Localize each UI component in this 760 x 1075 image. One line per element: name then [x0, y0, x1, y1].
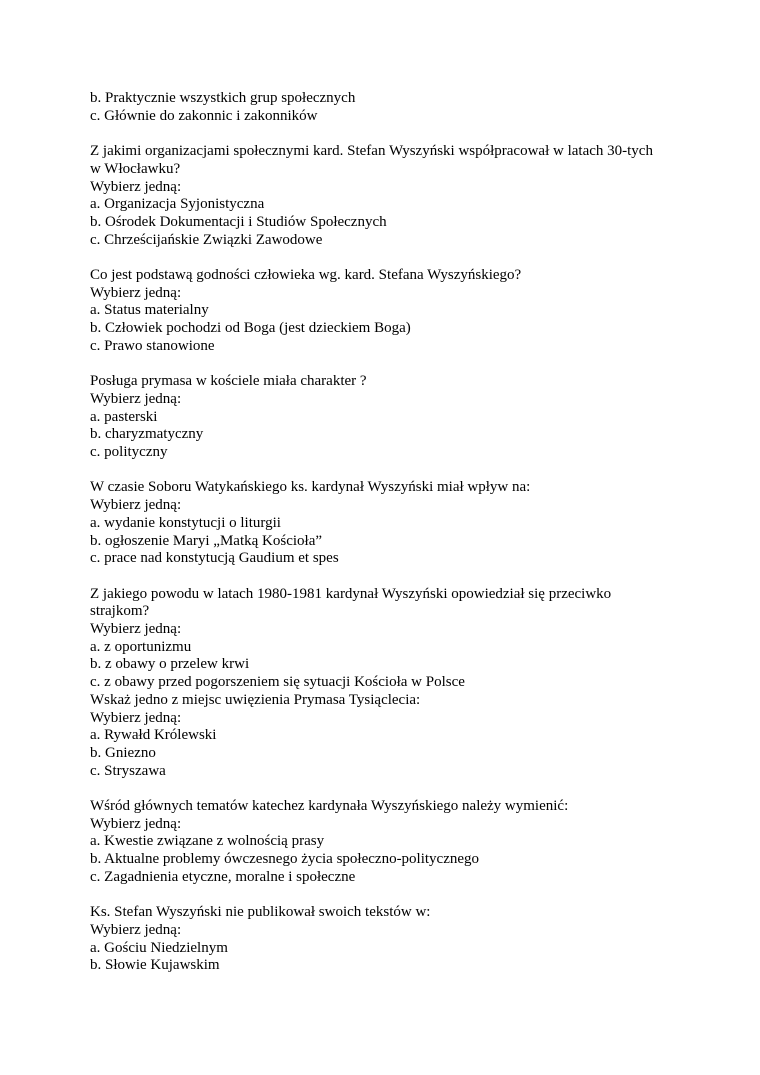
question-text: W czasie Soboru Watykańskiego ks. kardynał Wyszyński miał wpływ na: [90, 479, 531, 496]
option-text: b. z obawy o przelew krwi [90, 656, 250, 673]
question-block [90, 586, 690, 692]
option-text: b. charyzmatyczny [90, 426, 204, 443]
spacer [90, 887, 690, 905]
option-text: c. Prawo stanowione [90, 337, 215, 354]
question-text: Z jakimi organizacjami społecznymi kard. Stefan Wyszyński współpracował w latach 30-tych [90, 143, 653, 160]
option-text: c. Chrześcijańskie Związki Zawodowe [90, 231, 323, 248]
answer-prompt: Wybierz jedną: [90, 815, 182, 832]
option-text: a. pasterski [90, 408, 158, 425]
question-text: Z jakiego powodu w latach 1980-1981 kardynał Wyszyński opowiedział się przeciwko [90, 585, 612, 602]
spacer [90, 249, 690, 267]
spacer [90, 462, 690, 480]
option-text: b. Aktualne problemy ówczesnego życia społeczno-politycznego [90, 851, 480, 868]
option-text: a. wydanie konstytucji o liturgii [90, 514, 281, 531]
answer-prompt: Wybierz jedną: [90, 284, 182, 301]
answer-prompt: Wybierz jedną: [90, 621, 182, 638]
spacer [90, 356, 690, 374]
answer-prompt: Wybierz jedną: [90, 178, 182, 195]
question-block [90, 143, 690, 249]
question-text: Posługa prymasa w kościele miała charakter ? [90, 373, 367, 390]
spacer [90, 568, 690, 586]
question-block [90, 904, 690, 975]
option-text: c. Głównie do zakonnic i zakonników [90, 107, 318, 124]
question-text-continued: w Włocławku? [90, 160, 181, 177]
answer-prompt: Wybierz jedną: [90, 921, 182, 938]
option-text: b. Słowie Kujawskim [90, 957, 220, 974]
option-text: b. ogłoszenie Maryi „Matką Kościoła” [90, 532, 323, 549]
question-text: Ks. Stefan Wyszyński nie publikował swoich tekstów w: [90, 904, 431, 921]
answer-prompt: Wybierz jedną: [90, 709, 182, 726]
option-text: a. z oportunizmu [90, 638, 192, 655]
option-text: b. Ośrodek Dokumentacji i Studiów Społecznych [90, 213, 387, 230]
option-text: b. Gniezno [90, 744, 156, 761]
option-text: c. Stryszawa [90, 762, 166, 779]
document-page [90, 90, 690, 975]
question-block [90, 798, 690, 887]
question-block [90, 373, 690, 462]
option-text: b. Praktycznie wszystkich grup społecznych [90, 90, 356, 106]
option-text: c. prace nad konstytucją Gaudium et spes [90, 550, 339, 567]
question-block [90, 479, 690, 568]
option-text: a. Rywałd Królewski [90, 727, 217, 744]
answer-prompt: Wybierz jedną: [90, 390, 182, 407]
question-text: Wśród głównych tematów katechez kardynała Wyszyńskiego należy wymienić: [90, 798, 569, 815]
option-text: a. Status materialny [90, 302, 209, 319]
option-text: c. polityczny [90, 444, 168, 461]
spacer [90, 125, 690, 143]
question-text-continued: strajkom? [90, 603, 150, 620]
question-block [90, 267, 690, 356]
question-text: Wskaż jedno z miejsc uwięzienia Prymasa Tysiąclecia: [90, 691, 421, 708]
spacer [90, 780, 690, 798]
option-text: a. Gościu Niedzielnym [90, 939, 228, 956]
question-text: Co jest podstawą godności człowieka wg. kard. Stefana Wyszyńskiego? [90, 267, 522, 283]
option-text: c. Zagadnienia etyczne, moralne i społeczne [90, 868, 356, 885]
option-text: a. Kwestie związane z wolnością prasy [90, 833, 325, 850]
question-block [90, 692, 690, 781]
option-text: a. Organizacja Syjonistyczna [90, 196, 265, 213]
option-text: b. Człowiek pochodzi od Boga (jest dzieckiem Boga) [90, 320, 411, 337]
answer-prompt: Wybierz jedną: [90, 497, 182, 514]
option-text: c. z obawy przed pogorszeniem się sytuacji Kościoła w Polsce [90, 674, 465, 691]
